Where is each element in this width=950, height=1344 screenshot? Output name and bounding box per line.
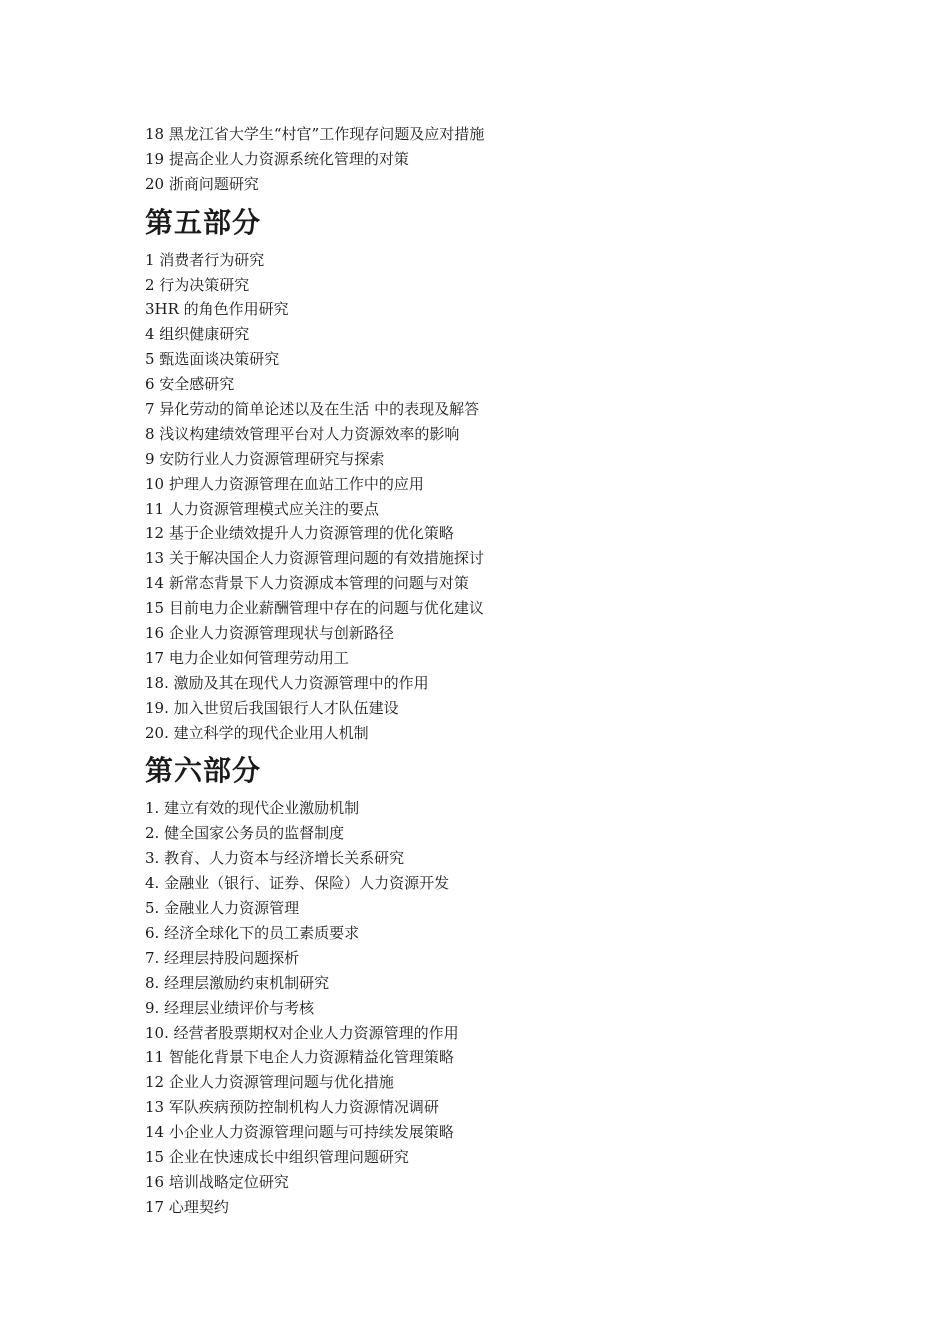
- list-item: 8 浅议构建绩效管理平台对人力资源效率的影响: [145, 424, 460, 443]
- list-item: 2 行为决策研究: [145, 275, 250, 294]
- section-six-list: [145, 796, 845, 1219]
- list-item: 4 组织健康研究: [145, 325, 250, 344]
- list-item: 14 小企业人力资源管理问题与可持续发展策略: [145, 1123, 454, 1142]
- list-item: 3HR 的角色作用研究: [145, 300, 289, 319]
- list-item: 9 安防行业人力资源管理研究与探索: [145, 449, 385, 468]
- list-item: 12 基于企业绩效提升人力资源管理的优化策略: [145, 524, 454, 543]
- list-item: 20 浙商问题研究: [145, 174, 259, 193]
- list-item: 3. 教育、人力资本与经济增长关系研究: [145, 849, 405, 868]
- list-item: 10. 经营者股票期权对企业人力资源管理的作用: [145, 1023, 459, 1042]
- list-item: 1 消费者行为研究: [145, 250, 265, 269]
- list-item: 11 人力资源管理模式应关注的要点: [145, 499, 379, 518]
- list-item: 19 提高企业人力资源系统化管理的对策: [145, 149, 409, 168]
- list-item: 18. 激励及其在现代人力资源管理中的作用: [145, 673, 429, 692]
- list-item: 7. 经理层持股问题探析: [145, 948, 300, 967]
- list-item: 18 黑龙江省大学生“村官”工作现存问题及应对措施: [145, 125, 485, 143]
- list-item: 13 关于解决国企人力资源管理问题的有效措施探讨: [145, 549, 484, 568]
- list-item: 9. 经理层业绩评价与考核: [145, 998, 315, 1017]
- list-item: 5 甄选面谈决策研究: [145, 350, 280, 369]
- list-item: 11 智能化背景下电企人力资源精益化管理策略: [145, 1048, 454, 1067]
- document-page: [145, 122, 845, 1220]
- list-item: 20. 建立科学的现代企业用人机制: [145, 723, 369, 742]
- list-item: 19. 加入世贸后我国银行人才队伍建设: [145, 698, 399, 717]
- list-item: 6 安全感研究: [145, 375, 235, 394]
- section-five-heading: 第五部分: [145, 205, 262, 239]
- list-item: 17 电力企业如何管理劳动用工: [145, 648, 349, 667]
- list-item: 7 异化劳动的简单论述以及在生活 中的表现及解答: [145, 400, 480, 419]
- list-item: 17 心理契约: [145, 1197, 229, 1216]
- list-item: 13 军队疾病预防控制机构人力资源情况调研: [145, 1098, 439, 1117]
- list-item: 5. 金融业人力资源管理: [145, 899, 300, 918]
- list-item: 4. 金融业（银行、证券、保险）人力资源开发: [145, 874, 450, 893]
- list-item: 1. 建立有效的现代企业激励机制: [145, 799, 360, 818]
- list-item: 8. 经理层激励约束机制研究: [145, 973, 330, 992]
- list-item: 16 企业人力资源管理现状与创新路径: [145, 624, 394, 643]
- list-item: 15 目前电力企业薪酬管理中存在的问题与优化建议: [145, 599, 484, 618]
- list-item: 12 企业人力资源管理问题与优化措施: [145, 1073, 394, 1092]
- section-five-list: [145, 248, 845, 746]
- list-item: 16 培训战略定位研究: [145, 1172, 289, 1191]
- list-item: 6. 经济全球化下的员工素质要求: [145, 923, 360, 942]
- top-list: [145, 122, 845, 197]
- list-item: 10 护理人力资源管理在血站工作中的应用: [145, 474, 424, 493]
- list-item: 15 企业在快速成长中组织管理问题研究: [145, 1147, 409, 1166]
- list-item: 2. 健全国家公务员的监督制度: [145, 824, 345, 843]
- list-item: 14 新常态背景下人力资源成本管理的问题与对策: [145, 574, 469, 593]
- section-six-heading: 第六部分: [145, 754, 262, 788]
